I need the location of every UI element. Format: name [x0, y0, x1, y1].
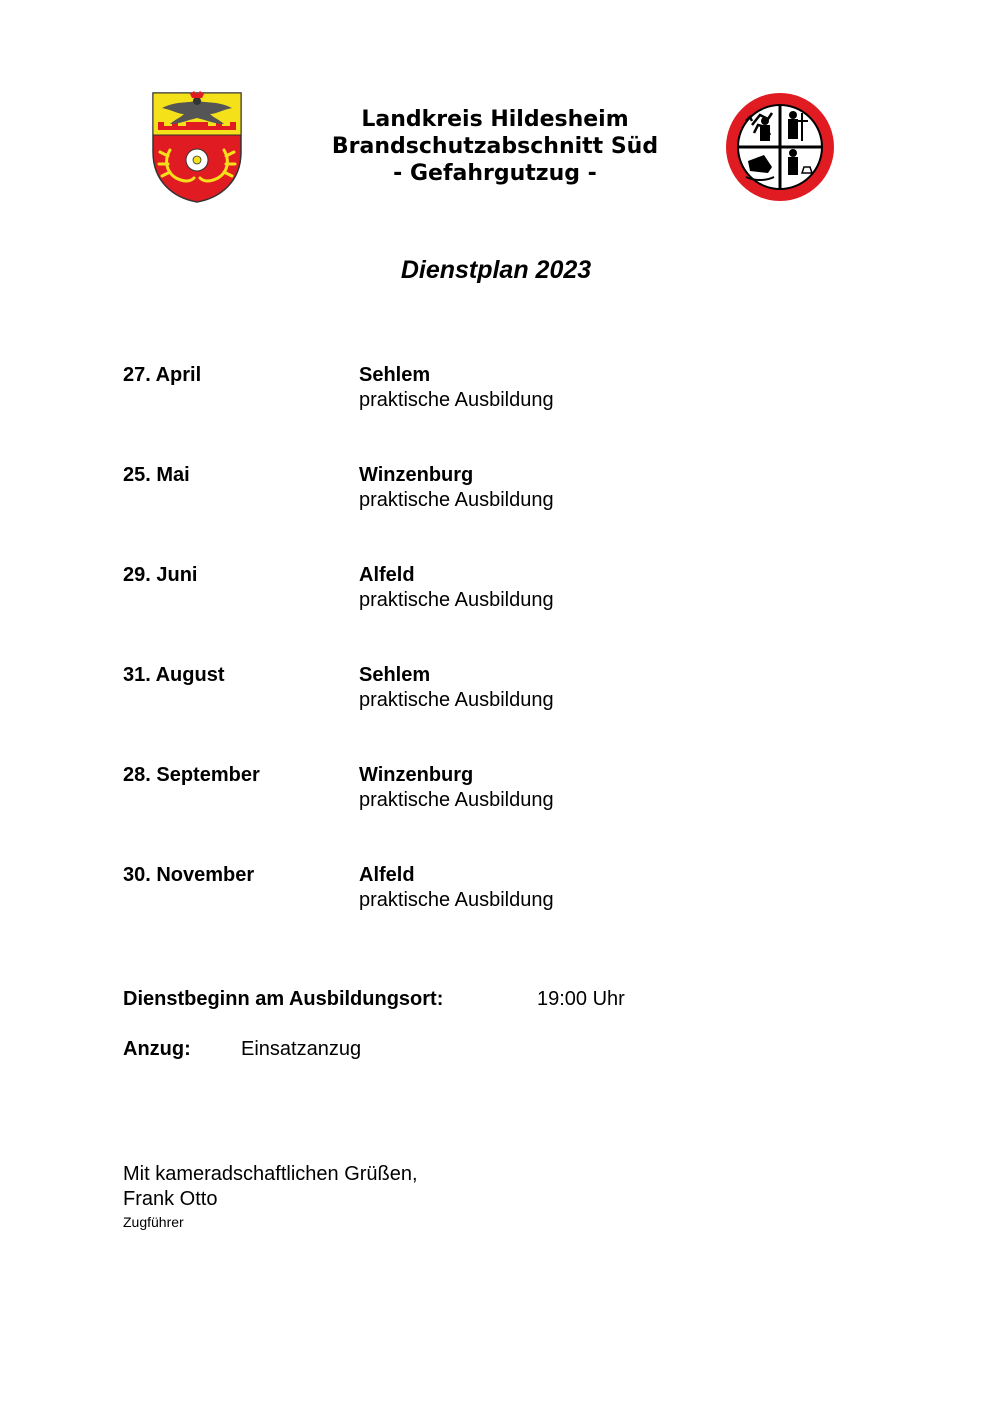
- signatory-name: Frank Otto: [123, 1188, 218, 1210]
- schedule-entry: [123, 763, 823, 863]
- entry-date: 30. November: [123, 864, 255, 886]
- start-time-label: Dienstbeginn am Ausbildungsort:: [123, 988, 444, 1010]
- start-time-value: 19:00 Uhr: [537, 988, 625, 1010]
- header-line-3: - Gefahrgutzug -: [393, 161, 597, 186]
- entry-date: 29. Juni: [123, 564, 198, 586]
- entry-location: Winzenburg: [359, 464, 474, 486]
- entry-date: 25. Mai: [123, 464, 190, 486]
- entry-location: Winzenburg: [359, 764, 474, 786]
- dress-code-label: Anzug:: [123, 1038, 191, 1060]
- schedule-entry: [123, 463, 823, 563]
- dress-code-value: Einsatzanzug: [241, 1038, 362, 1060]
- schedule-entry: [123, 863, 823, 963]
- entry-location: Alfeld: [359, 864, 415, 886]
- entry-date: 27. April: [123, 364, 202, 386]
- signatory-role: Zugführer: [123, 1214, 184, 1230]
- entry-activity: praktische Ausbildung: [359, 489, 554, 511]
- entry-date: 28. September: [123, 764, 260, 786]
- schedule-entry: [123, 663, 823, 763]
- coat-of-arms-icon: [150, 90, 244, 204]
- closing-greeting: Mit kameradschaftlichen Grüßen,: [123, 1163, 418, 1185]
- closing-block: [123, 1162, 418, 1212]
- entry-date: 31. August: [123, 664, 225, 686]
- schedule-entry: [123, 363, 823, 463]
- header-line-1: Landkreis Hildesheim: [361, 107, 629, 132]
- document-title: Dienstplan 2023: [400, 256, 592, 284]
- entry-location: Alfeld: [359, 564, 415, 586]
- entry-activity: praktische Ausbildung: [359, 589, 554, 611]
- document-header: [300, 106, 690, 187]
- schedule-entry: [123, 563, 823, 663]
- header-line-2: Brandschutzabschnitt Süd: [331, 134, 659, 159]
- entry-location: Sehlem: [359, 364, 431, 386]
- entry-location: Sehlem: [359, 664, 431, 686]
- entry-activity: praktische Ausbildung: [359, 789, 554, 811]
- schedule-list: [123, 363, 823, 963]
- entry-activity: praktische Ausbildung: [359, 689, 554, 711]
- entry-activity: praktische Ausbildung: [359, 389, 554, 411]
- entry-activity: praktische Ausbildung: [359, 889, 554, 911]
- fire-brigade-emblem-icon: [724, 91, 836, 203]
